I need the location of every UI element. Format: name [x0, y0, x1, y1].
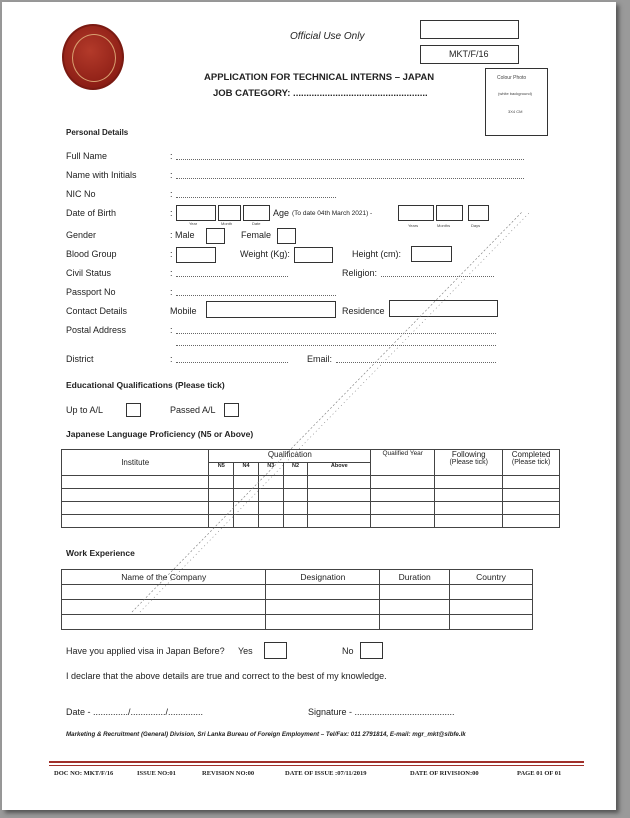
footer-page: PAGE 01 OF 01: [517, 770, 562, 777]
japanese-heading: Japanese Language Proficiency (N5 or Above): [66, 429, 254, 439]
footer-revision-no: REVISION NO:00: [202, 770, 255, 777]
visa-question: Have you applied visa in Japan Before?: [66, 646, 225, 656]
visa-no-checkbox[interactable]: [360, 642, 383, 659]
visa-yes-checkbox[interactable]: [264, 642, 287, 659]
footer-doc-no: DOC NO: MKT/F/16: [54, 770, 114, 777]
slbfe-logo: [62, 24, 124, 90]
full-name-field[interactable]: [176, 159, 524, 160]
declaration-text: I declare that the above details are true and correct to the best of my knowledge.: [66, 671, 387, 681]
passport-label: Passport No: [66, 287, 116, 297]
official-use-label: Official Use Only: [290, 31, 365, 42]
contact-label: Contact Details: [66, 306, 128, 316]
japanese-table: Institute Qualification Qualified Year Following (Please tick) Completed (Please tick) N5 N4 N3 N2 Above: [61, 449, 560, 528]
form-title: APPLICATION FOR TECHNICAL INTERNS – JAPAN: [204, 72, 435, 83]
official-use-box[interactable]: [420, 20, 519, 39]
date-field[interactable]: Date - ............../............../..............: [66, 707, 204, 717]
work-heading: Work Experience: [66, 548, 135, 558]
footer-rule-top: [49, 761, 584, 763]
photo-box[interactable]: Colour Photo (white background) 3X4 CM: [485, 68, 548, 136]
form-code-box: [420, 45, 519, 64]
signature-field[interactable]: Signature - ........................................: [308, 707, 455, 717]
footer-date-issue: DATE OF ISSUE :07/11/2019: [285, 770, 367, 777]
diagonal-stamp: [122, 202, 542, 622]
age-label: Age: [273, 208, 290, 218]
footer-date-revision: DATE OF RIVISION:00: [410, 770, 479, 777]
gender-label: Gender: [66, 230, 97, 240]
nic-field[interactable]: [176, 197, 336, 198]
footer-issue-no: ISSUE NO:01: [137, 770, 176, 777]
initials-field[interactable]: [176, 178, 524, 179]
job-category: JOB CATEGORY: ...................................................: [213, 88, 428, 99]
form-page: Official Use Only MKT/F/16 APPLICATION FOR TECHNICAL INTERNS – JAPAN JOB CATEGORY: ................................................... Colour Photo (white background) 3X4 CM Personal Details Full Name : Name with Initials : NIC No : Date of Birth : Year Month Date Age (To date 04th March 2021) - Years Months Days Gender : Male Female Blood Group : Weight (Kg): Height (cm): Civil Status : Religion: Passport No : Contact Details Mobile Residence Postal Address : District : Email: Educational Qualifications (Please tick) Up to A/L Passed A/L Japanese Language Proficiency (N5 or Above) Institute Qualification Qualified Year Following (Please tick) Completed (Please tick) N5 N4 N3 N2 Above Work Experience Name of the Company Designation Duration Country Have you applied visa in Japan Before? Yes No I declare that the above details are true and correct to the best of my knowledge. Date - ............../............../.............. Signature - ........................................ Marketing & Recruitment (General) Division, Sri Lanka Bureau of Foreign Employment – Tel/Fax: 011 2791814, E-mail: mgr_mkt@slbfe.lk DOC NO: MKT/F/16 ISSUE NO:01 REVISION NO:00 DATE OF ISSUE :07/11/2019 DATE OF RIVISION:00 PAGE 01 OF 01: [2, 2, 616, 810]
initials-label: Name with Initials: [66, 170, 137, 180]
blood-group-label: Blood Group: [66, 249, 117, 259]
age-note: (To date 04th March 2021) -: [292, 210, 373, 217]
footer-rule-bottom: [49, 765, 584, 766]
district-label: District: [66, 354, 94, 364]
full-name-label: Full Name: [66, 151, 108, 161]
personal-heading: Personal Details: [66, 128, 129, 137]
postal-label: Postal Address: [66, 325, 127, 335]
civil-status-label: Civil Status: [66, 268, 112, 278]
form-code: MKT/F/16: [449, 49, 489, 59]
nic-label: NIC No: [66, 189, 96, 199]
work-table: Name of the Company Designation Duration Country: [61, 569, 533, 630]
dob-label: Date of Birth: [66, 208, 117, 218]
office-address: Marketing & Recruitment (General) Division, Sri Lanka Bureau of Foreign Employment – Tel/Fax: 011 2791814, E-mail: mgr_mkt@slbfe.lk: [66, 731, 466, 738]
education-heading: Educational Qualifications (Please tick): [66, 380, 225, 390]
